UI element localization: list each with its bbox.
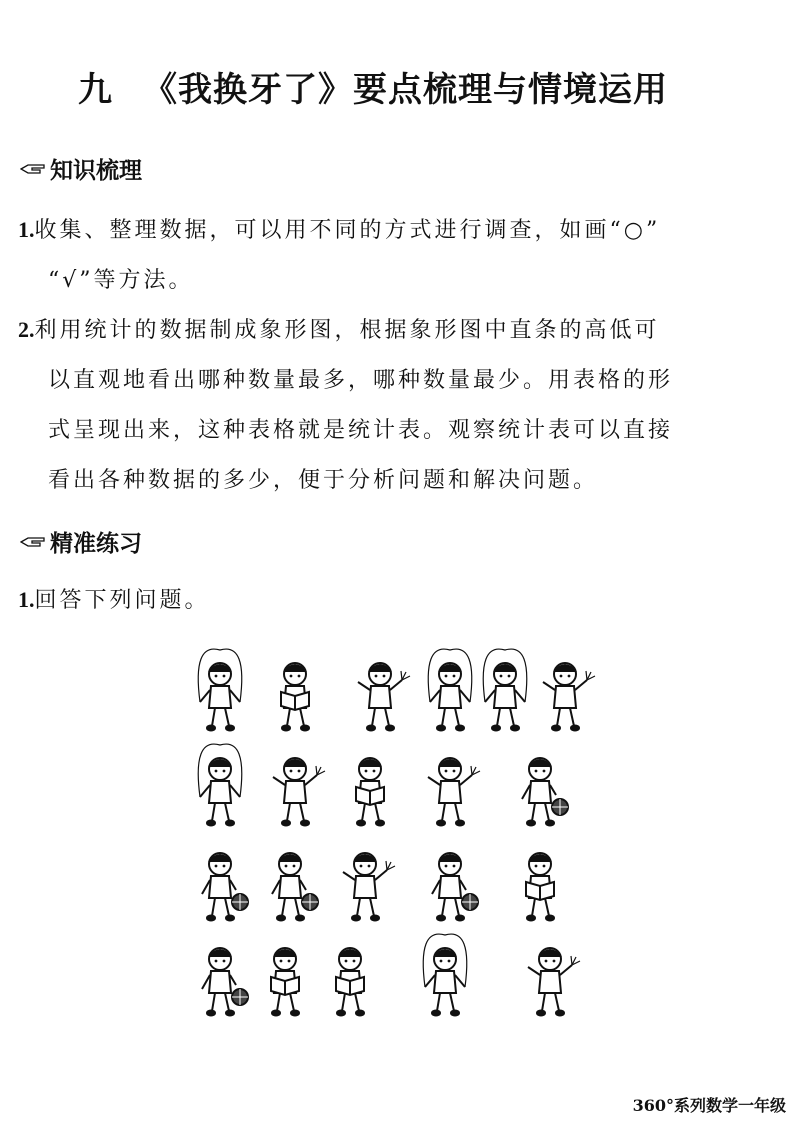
child-figure <box>202 948 248 1016</box>
item-number: 1. <box>18 587 35 612</box>
child-figure <box>273 758 325 826</box>
child-figure <box>198 649 242 730</box>
child-figure <box>336 948 364 1016</box>
item-line: 式呈现出来，这种表格就是统计表。观察统计表可以直接 <box>48 418 674 443</box>
chapter-title: 《我换牙了》要点梳理与情境运用 <box>143 70 668 110</box>
child-figure <box>428 649 472 730</box>
item-line: “√”等方法。 <box>48 268 194 293</box>
child-figure <box>522 758 568 826</box>
pointing-hand-icon <box>20 535 46 549</box>
child-figure <box>483 649 527 730</box>
item-line: 收集、整理数据，可以用不同的方式进行调查，如画“○” <box>34 218 661 243</box>
child-figure <box>423 934 467 1015</box>
child-figure <box>432 853 478 921</box>
child-figure <box>271 948 299 1016</box>
child-figure <box>356 758 384 826</box>
child-figure <box>202 853 248 921</box>
section-label: 知识梳理 <box>50 158 142 184</box>
child-figure <box>528 948 580 1016</box>
knowledge-item-2 <box>18 305 728 506</box>
page-title <box>78 62 668 111</box>
children-activities-illustration <box>180 640 600 1020</box>
child-figure <box>343 853 395 921</box>
child-figure <box>543 663 595 731</box>
section-label: 精准练习 <box>50 531 142 557</box>
child-figure <box>281 663 309 731</box>
item-line: 利用统计的数据制成象形图，根据象形图中直条的高低可 <box>34 318 660 343</box>
item-number: 2. <box>18 317 35 342</box>
item-line: 以直观地看出哪种数量最多，哪种数量最少。用表格的形 <box>48 368 674 393</box>
knowledge-item-1 <box>18 205 728 306</box>
child-figure <box>428 758 480 826</box>
section-knowledge-heading <box>20 152 142 185</box>
item-number: 1. <box>18 217 35 242</box>
pointing-hand-icon <box>20 162 46 176</box>
exercise-text: 回答下列问题。 <box>34 588 210 613</box>
section-practice-heading <box>20 525 142 558</box>
exercise-1 <box>18 575 728 626</box>
child-figure <box>198 744 242 825</box>
child-figure <box>358 663 410 731</box>
child-figure <box>526 853 554 921</box>
page-footer: 360°系列数学一年级 <box>632 1096 786 1115</box>
chapter-number: 九 <box>78 70 113 110</box>
item-line: 看出各种数据的多少，便于分析问题和解决问题。 <box>48 468 599 493</box>
child-figure <box>272 853 318 921</box>
